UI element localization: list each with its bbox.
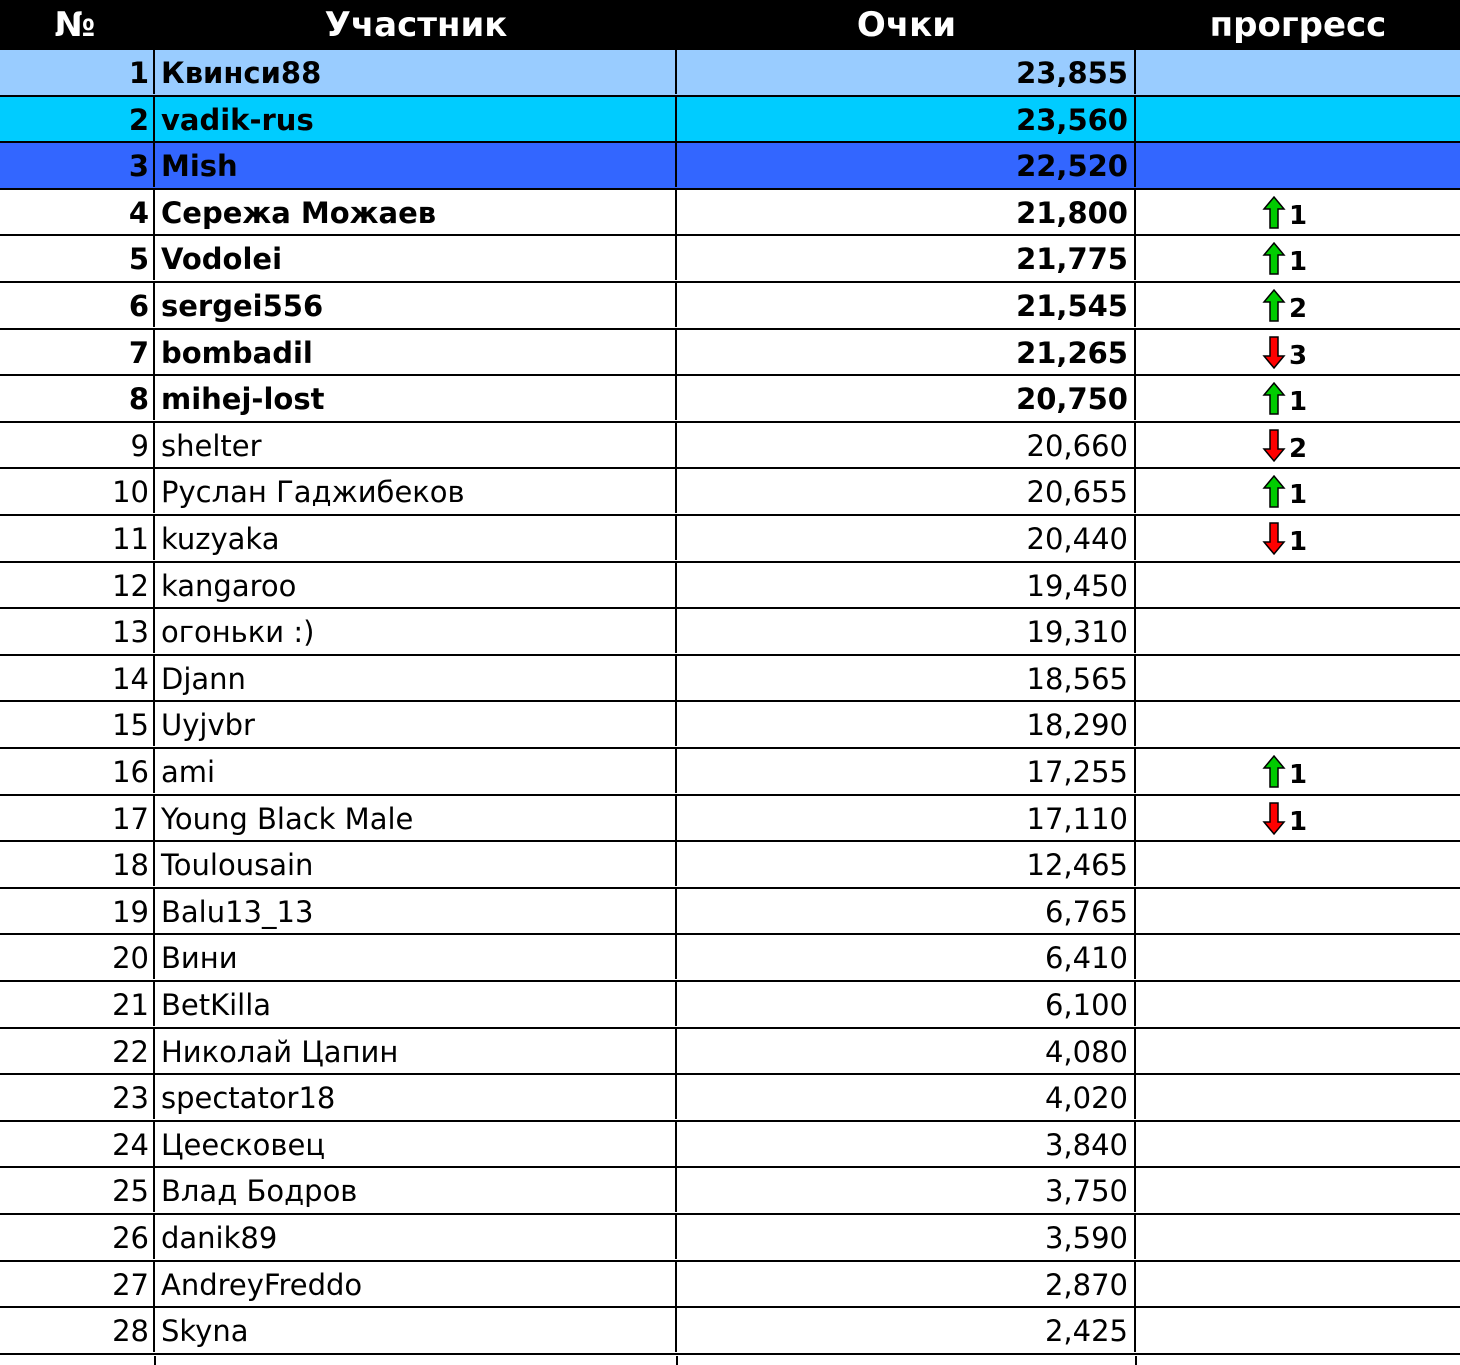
rank-cell: 13	[0, 609, 155, 653]
progress-cell	[1136, 563, 1460, 607]
rank-cell: 3	[0, 143, 155, 187]
points-cell: 18,290	[677, 702, 1136, 746]
points-cell: 23,560	[677, 97, 1136, 141]
rank-cell: 20	[0, 935, 155, 979]
table-row	[0, 1308, 1460, 1355]
header-num: №	[54, 5, 96, 45]
table-row	[0, 97, 1460, 143]
participant-cell: Руслан Гаджибеков	[155, 469, 677, 513]
progress-change: 1	[1289, 387, 1308, 417]
rank-cell: 28	[0, 1308, 155, 1352]
progress-cell	[1136, 1075, 1460, 1119]
table-row	[0, 283, 1460, 330]
points-cell: 6,100	[677, 982, 1136, 1026]
participant-cell: vadik-rus	[155, 97, 677, 141]
arrow-down-icon	[1262, 521, 1286, 557]
column-divider	[154, 1356, 156, 1365]
points-cell: 3,750	[677, 1168, 1136, 1212]
rank-cell: 24	[0, 1122, 155, 1166]
points-cell: 20,660	[677, 423, 1136, 467]
column-divider	[676, 1356, 678, 1365]
table-row	[0, 842, 1460, 889]
participant-cell: Mish	[155, 143, 677, 187]
rank-cell: 4	[0, 190, 155, 234]
progress-cell	[1136, 236, 1460, 280]
table-row	[0, 376, 1460, 423]
progress-cell	[1136, 1308, 1460, 1352]
participant-cell: Skyna	[155, 1308, 677, 1352]
progress-cell	[1136, 982, 1460, 1026]
table-row	[0, 469, 1460, 516]
table-row	[0, 50, 1460, 97]
arrow-up-icon	[1262, 381, 1286, 417]
participant-cell: Квинси88	[155, 50, 677, 94]
table-row	[0, 236, 1460, 283]
arrow-up-icon	[1262, 474, 1286, 510]
points-cell: 18,565	[677, 656, 1136, 700]
points-cell: 21,775	[677, 236, 1136, 280]
participant-cell: kuzyaka	[155, 516, 677, 560]
header-participant: Участник	[324, 5, 508, 45]
progress-cell	[1136, 469, 1460, 513]
arrow-down-icon	[1262, 335, 1286, 371]
table-row	[0, 1262, 1460, 1308]
progress-change: 1	[1289, 527, 1308, 557]
progress-cell	[1136, 97, 1460, 141]
points-cell: 3,840	[677, 1122, 1136, 1166]
rank-cell: 7	[0, 330, 155, 374]
participant-cell: mihej-lost	[155, 376, 677, 420]
rank-cell: 1	[0, 50, 155, 94]
table-row	[0, 796, 1460, 842]
participant-cell: Uyjvbr	[155, 702, 677, 746]
rank-cell: 27	[0, 1262, 155, 1306]
progress-change: 1	[1289, 760, 1308, 790]
points-cell: 2,870	[677, 1262, 1136, 1306]
progress-cell	[1136, 935, 1460, 979]
progress-cell	[1136, 609, 1460, 653]
table-row	[0, 889, 1460, 935]
rank-cell: 10	[0, 469, 155, 513]
points-cell: 22,520	[677, 143, 1136, 187]
progress-cell	[1136, 842, 1460, 886]
participant-cell: AndreyFreddo	[155, 1262, 677, 1306]
progress-cell	[1136, 190, 1460, 234]
points-cell: 6,765	[677, 889, 1136, 933]
progress-cell	[1136, 749, 1460, 793]
points-cell: 17,110	[677, 796, 1136, 840]
rank-cell: 26	[0, 1215, 155, 1259]
participant-cell: Сережа Можаев	[155, 190, 677, 234]
participant-cell: огоньки :)	[155, 609, 677, 653]
rank-cell: 15	[0, 702, 155, 746]
rank-cell: 9	[0, 423, 155, 467]
table-row	[0, 935, 1460, 982]
progress-cell	[1136, 1215, 1460, 1259]
progress-cell	[1136, 376, 1460, 420]
progress-cell	[1136, 516, 1460, 560]
points-cell: 3,590	[677, 1215, 1136, 1259]
points-cell: 19,450	[677, 563, 1136, 607]
progress-change: 1	[1289, 807, 1308, 837]
points-cell: 21,545	[677, 283, 1136, 327]
progress-cell	[1136, 143, 1460, 187]
participant-cell: bombadil	[155, 330, 677, 374]
progress-change: 3	[1289, 341, 1308, 371]
participant-cell: Young Black Male	[155, 796, 677, 840]
progress-change: 2	[1289, 434, 1308, 464]
table-row	[0, 516, 1460, 563]
rank-cell: 16	[0, 749, 155, 793]
table-row	[0, 982, 1460, 1029]
rank-cell: 21	[0, 982, 155, 1026]
points-cell: 21,265	[677, 330, 1136, 374]
points-cell: 23,855	[677, 50, 1136, 94]
arrow-up-icon	[1262, 241, 1286, 277]
rank-cell: 23	[0, 1075, 155, 1119]
points-cell: 6,410	[677, 935, 1136, 979]
progress-cell	[1136, 423, 1460, 467]
table-row	[0, 1122, 1460, 1168]
table-row	[0, 1215, 1460, 1262]
table-row	[0, 749, 1460, 796]
participant-cell: sergei556	[155, 283, 677, 327]
progress-cell	[1136, 330, 1460, 374]
points-cell: 20,655	[677, 469, 1136, 513]
table-row	[0, 656, 1460, 702]
progress-cell	[1136, 656, 1460, 700]
participant-cell: shelter	[155, 423, 677, 467]
column-divider	[1135, 1356, 1137, 1365]
rank-cell: 2	[0, 97, 155, 141]
table-row	[0, 1075, 1460, 1122]
arrow-down-icon	[1262, 801, 1286, 837]
points-cell: 17,255	[677, 749, 1136, 793]
table-row	[0, 143, 1460, 190]
arrow-up-icon	[1262, 195, 1286, 231]
arrow-up-icon	[1262, 288, 1286, 324]
table-row	[0, 1029, 1460, 1075]
rank-cell: 12	[0, 563, 155, 607]
arrow-down-icon	[1262, 428, 1286, 464]
table-row	[0, 423, 1460, 469]
arrow-up-icon	[1262, 754, 1286, 790]
progress-change: 1	[1289, 247, 1308, 277]
points-cell: 2,425	[677, 1308, 1136, 1352]
participant-cell: Vodolei	[155, 236, 677, 280]
table-row	[0, 1168, 1460, 1215]
points-cell: 4,080	[677, 1029, 1136, 1073]
table-row	[0, 190, 1460, 236]
points-cell: 20,750	[677, 376, 1136, 420]
participant-cell: Влад Бодров	[155, 1168, 677, 1212]
points-cell: 20,440	[677, 516, 1136, 560]
rank-cell: 11	[0, 516, 155, 560]
participant-cell: spectator18	[155, 1075, 677, 1119]
table-row	[0, 609, 1460, 656]
progress-change: 1	[1289, 201, 1308, 231]
rank-cell: 19	[0, 889, 155, 933]
points-cell: 21,800	[677, 190, 1136, 234]
progress-cell	[1136, 283, 1460, 327]
table-header	[0, 0, 1460, 50]
points-cell: 4,020	[677, 1075, 1136, 1119]
progress-cell	[1136, 702, 1460, 746]
rank-cell: 17	[0, 796, 155, 840]
rank-cell: 5	[0, 236, 155, 280]
rank-cell: 18	[0, 842, 155, 886]
progress-change: 2	[1289, 294, 1308, 324]
progress-cell	[1136, 796, 1460, 840]
progress-cell	[1136, 889, 1460, 933]
points-cell: 12,465	[677, 842, 1136, 886]
participant-cell: ami	[155, 749, 677, 793]
rank-cell: 6	[0, 283, 155, 327]
participant-cell: danik89	[155, 1215, 677, 1259]
rank-cell: 25	[0, 1168, 155, 1212]
progress-cell	[1136, 1029, 1460, 1073]
progress-cell	[1136, 50, 1460, 94]
participant-cell: Balu13_13	[155, 889, 677, 933]
participant-cell: Toulousain	[155, 842, 677, 886]
points-cell: 19,310	[677, 609, 1136, 653]
participant-cell: BetKilla	[155, 982, 677, 1026]
header-points: Очки	[856, 5, 957, 45]
table-row	[0, 330, 1460, 376]
participant-cell: Николай Цапин	[155, 1029, 677, 1073]
participant-cell: Вини	[155, 935, 677, 979]
table-row	[0, 563, 1460, 609]
progress-cell	[1136, 1122, 1460, 1166]
progress-cell	[1136, 1262, 1460, 1306]
participant-cell: kangaroo	[155, 563, 677, 607]
rank-cell: 8	[0, 376, 155, 420]
progress-change: 1	[1289, 480, 1308, 510]
participant-cell: Djann	[155, 656, 677, 700]
rank-cell: 22	[0, 1029, 155, 1073]
header-progress: прогресс	[1209, 5, 1387, 45]
participant-cell: Цеесковец	[155, 1122, 677, 1166]
rank-cell: 14	[0, 656, 155, 700]
progress-cell	[1136, 1168, 1460, 1212]
table-row	[0, 702, 1460, 749]
